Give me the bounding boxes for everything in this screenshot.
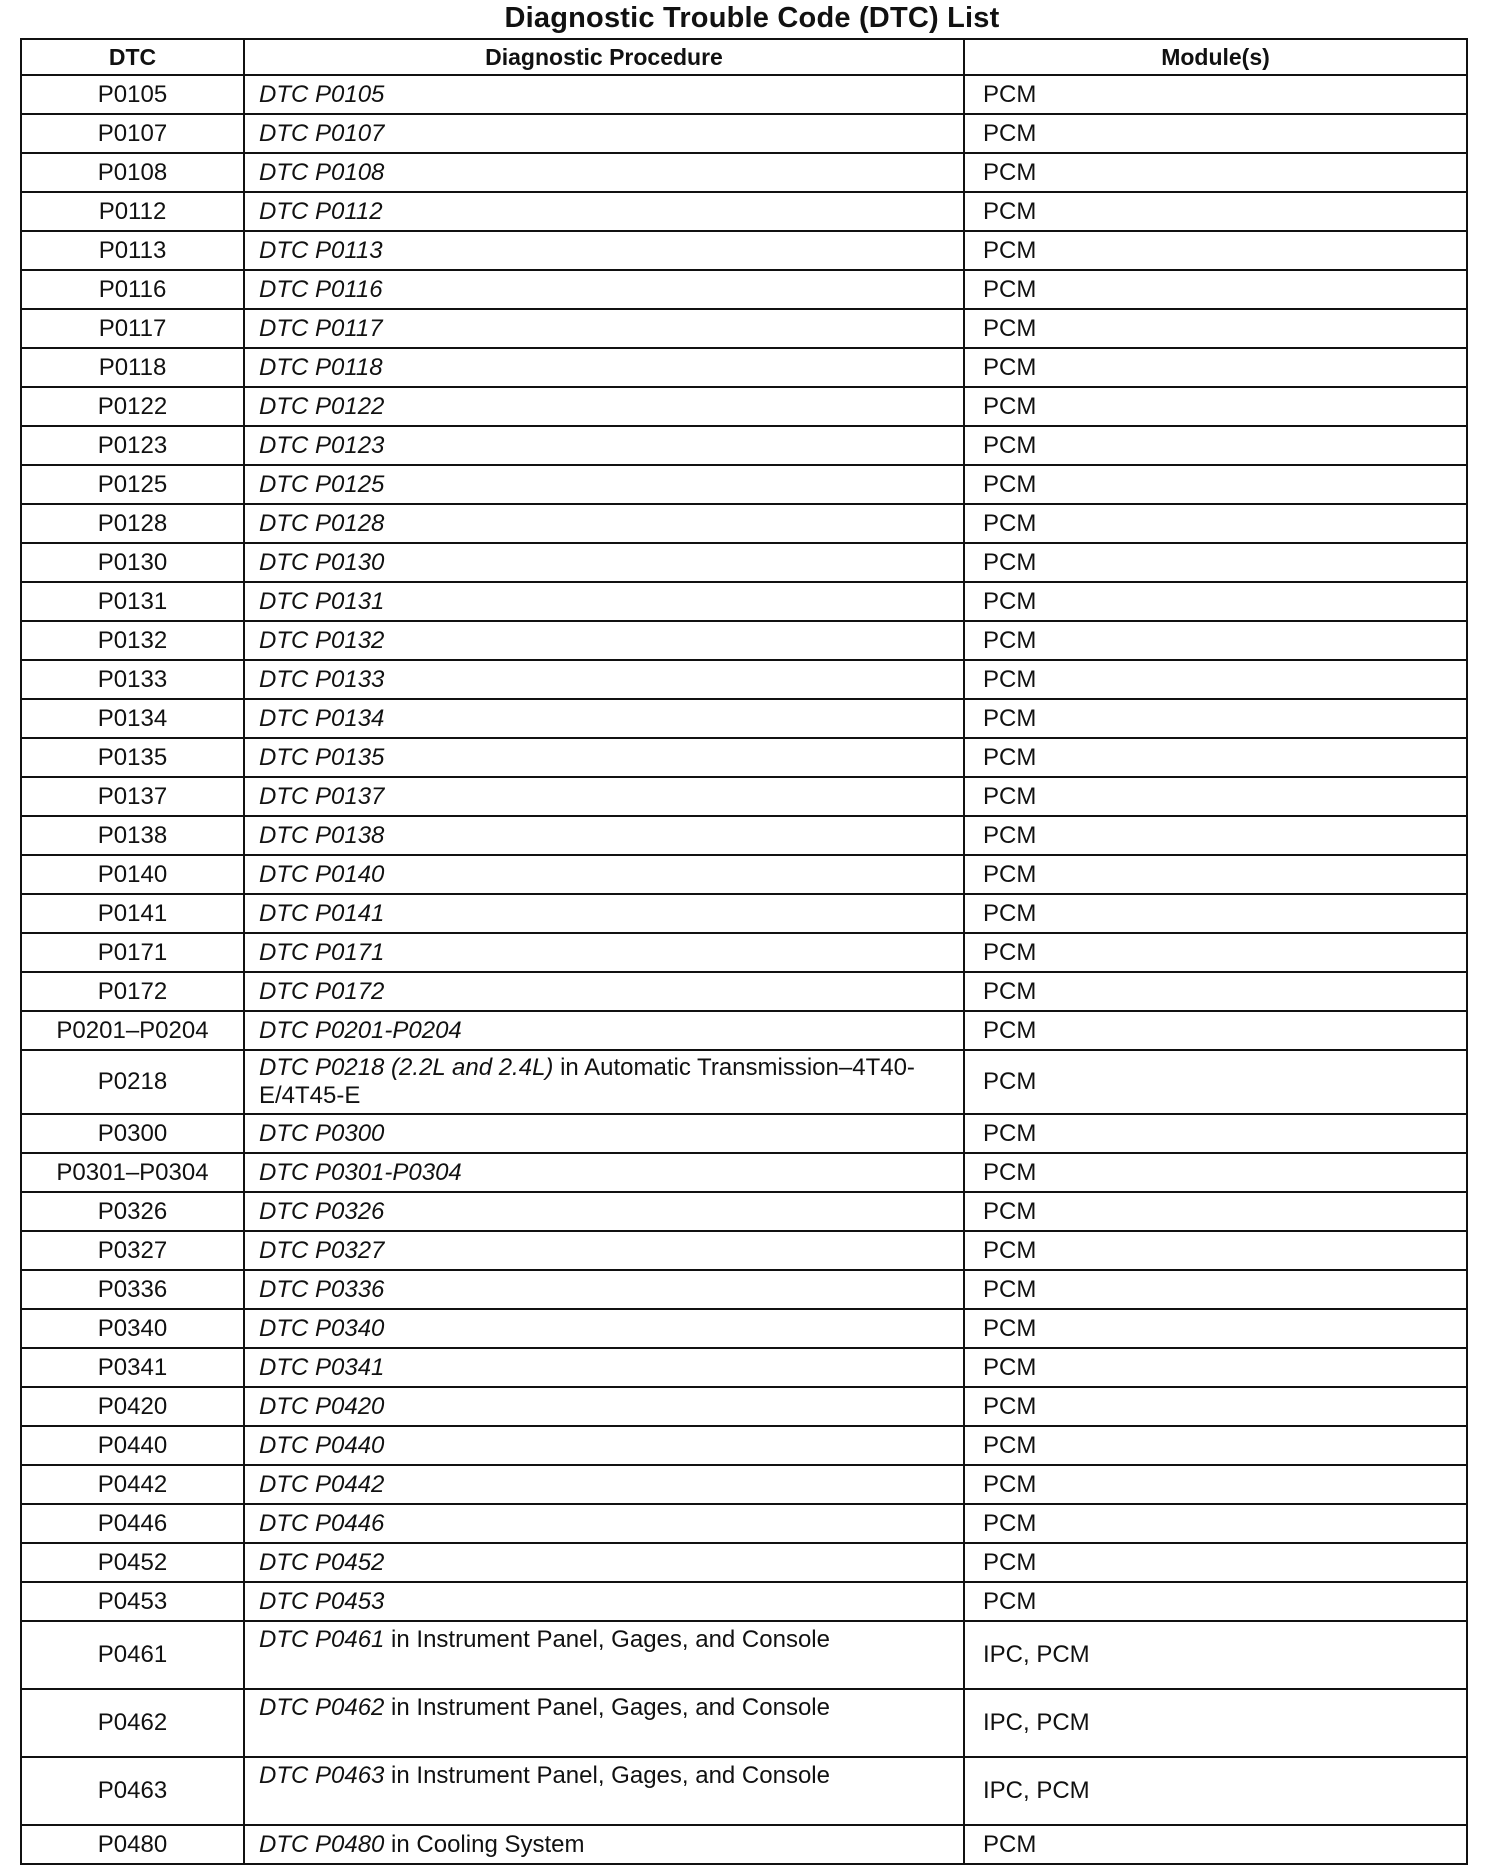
module-cell: PCM [964,387,1467,426]
procedure-cell [244,816,964,855]
dtc-code-cell: P0118 [21,348,244,387]
procedure-reference: DTC P0327 [259,1236,385,1264]
procedure-cell [244,1011,964,1050]
procedure-location: in Instrument Panel, Gages, and Console [384,1762,830,1789]
dtc-code-cell: P0171 [21,933,244,972]
procedure-reference: DTC P0135 [259,743,385,771]
module-cell: PCM [964,1011,1467,1050]
procedure-cell [244,387,964,426]
table-row [21,894,1467,933]
module-cell: PCM [964,1309,1467,1348]
procedure-cell [244,972,964,1011]
dtc-code-cell: P0301–P0304 [21,1153,244,1192]
dtc-code-cell: P0453 [21,1582,244,1621]
table-row [21,1582,1467,1621]
table-row [21,855,1467,894]
table-row [21,192,1467,231]
procedure-cell [244,348,964,387]
module-cell: PCM [964,660,1467,699]
procedure-reference: DTC P0341 [259,1353,385,1381]
procedure-location: in Instrument Panel, Gages, and Console [384,1626,830,1653]
module-cell: PCM [964,1050,1467,1114]
table-row [21,1011,1467,1050]
procedure-reference: DTC P0172 [259,977,385,1005]
table-row [21,231,1467,270]
procedure-cell [244,738,964,777]
procedure-cell [244,231,964,270]
table-header [21,39,1467,75]
procedure-reference: DTC P0122 [259,392,385,420]
procedure-reference: DTC P0134 [259,704,385,732]
dtc-code-cell: P0446 [21,1504,244,1543]
table-body [21,75,1467,1864]
table-row [21,114,1467,153]
procedure-cell [244,1825,964,1864]
dtc-code-cell: P0440 [21,1426,244,1465]
dtc-code-cell: P0130 [21,543,244,582]
table-row [21,504,1467,543]
procedure-reference: DTC P0171 [259,938,385,966]
module-cell: PCM [964,1270,1467,1309]
table-row [21,1504,1467,1543]
module-cell: PCM [964,1231,1467,1270]
table-row [21,1825,1467,1864]
table-row [21,660,1467,699]
procedure-reference: DTC P0108 [259,158,385,186]
table-row [21,1114,1467,1153]
procedure-reference: DTC P0420 [259,1392,385,1420]
table-row [21,75,1467,114]
dtc-code-cell: P0420 [21,1387,244,1426]
procedure-cell [244,426,964,465]
module-cell: PCM [964,777,1467,816]
dtc-code-cell: P0336 [21,1270,244,1309]
module-cell: IPC, PCM [964,1689,1467,1757]
procedure-reference: DTC P0132 [259,626,385,654]
procedure-reference: DTC P0137 [259,782,385,810]
dtc-code-cell: P0137 [21,777,244,816]
procedure-cell [244,660,964,699]
procedure-cell [244,192,964,231]
procedure-location: in Cooling System [384,1830,585,1858]
module-cell: IPC, PCM [964,1757,1467,1825]
module-cell: PCM [964,1543,1467,1582]
procedure-reference: DTC P0480 [259,1830,385,1858]
procedure-reference: DTC P0125 [259,470,385,498]
dtc-code-cell: P0462 [21,1689,244,1757]
module-cell: PCM [964,192,1467,231]
module-cell: PCM [964,114,1467,153]
module-cell: PCM [964,855,1467,894]
column-header-procedure: Diagnostic Procedure [244,39,964,75]
procedure-reference: DTC P0201-P0204 [259,1016,462,1044]
procedure-reference: DTC P0131 [259,587,385,615]
table-row [21,348,1467,387]
procedure-cell [244,894,964,933]
procedure-cell [244,1270,964,1309]
table-row [21,621,1467,660]
table-row [21,699,1467,738]
dtc-table [20,38,1468,1865]
procedure-reference: DTC P0118 [259,353,383,381]
procedure-reference: DTC P0453 [259,1587,385,1615]
procedure-cell [244,114,964,153]
module-cell: PCM [964,309,1467,348]
dtc-code-cell: P0105 [21,75,244,114]
procedure-reference: DTC P0442 [259,1470,385,1498]
table-row [21,1270,1467,1309]
module-cell: PCM [964,270,1467,309]
dtc-code-cell: P0125 [21,465,244,504]
table-row [21,1309,1467,1348]
module-cell: PCM [964,1582,1467,1621]
procedure-reference: DTC P0138 [259,821,385,849]
table-row [21,816,1467,855]
procedure-reference: DTC P0105 [259,80,385,108]
procedure-cell [244,1689,964,1757]
procedure-cell [244,465,964,504]
module-cell: PCM [964,816,1467,855]
table-row [21,582,1467,621]
procedure-cell [244,582,964,621]
dtc-code-cell: P0123 [21,426,244,465]
module-cell: IPC, PCM [964,1621,1467,1689]
dtc-code-cell: P0300 [21,1114,244,1153]
module-cell: PCM [964,1504,1467,1543]
module-cell: PCM [964,465,1467,504]
dtc-code-cell: P0135 [21,738,244,777]
module-cell: PCM [964,1348,1467,1387]
procedure-cell [244,1621,964,1689]
dtc-code-cell: P0134 [21,699,244,738]
table-row [21,426,1467,465]
procedure-cell [244,1050,964,1114]
column-header-dtc: DTC [21,39,244,75]
table-row [21,1387,1467,1426]
procedure-reference: DTC P0452 [259,1548,385,1576]
module-cell: PCM [964,1192,1467,1231]
dtc-code-cell: P0131 [21,582,244,621]
procedure-cell [244,1504,964,1543]
table-row [21,153,1467,192]
module-cell: PCM [964,621,1467,660]
dtc-code-cell: P0452 [21,1543,244,1582]
module-cell: PCM [964,348,1467,387]
module-cell: PCM [964,1465,1467,1504]
dtc-code-cell: P0326 [21,1192,244,1231]
dtc-code-cell: P0132 [21,621,244,660]
procedure-cell [244,75,964,114]
module-cell: PCM [964,543,1467,582]
table-row [21,465,1467,504]
procedure-reference: DTC P0462 [259,1694,385,1721]
dtc-code-cell: P0138 [21,816,244,855]
table-row [21,1689,1467,1757]
procedure-location: in Automatic Transmission–4T40-E/4T45-E [259,1054,915,1109]
procedure-reference: DTC P0128 [259,509,385,537]
dtc-code-cell: P0116 [21,270,244,309]
table-row [21,1153,1467,1192]
procedure-reference: DTC P0461 [259,1626,385,1653]
table-row [21,777,1467,816]
procedure-location: in Instrument Panel, Gages, and Console [384,1694,830,1721]
procedure-cell [244,1465,964,1504]
dtc-code-cell: P0172 [21,972,244,1011]
procedure-reference: DTC P0336 [259,1275,385,1303]
dtc-code-cell: P0107 [21,114,244,153]
procedure-cell [244,621,964,660]
procedure-reference: DTC P0140 [259,860,385,888]
procedure-reference: DTC P0218 (2.2L and 2.4L) [259,1054,554,1081]
procedure-reference: DTC P0116 [259,275,383,303]
procedure-cell [244,153,964,192]
dtc-code-cell: P0201–P0204 [21,1011,244,1050]
table-row [21,1757,1467,1825]
module-cell: PCM [964,231,1467,270]
module-cell: PCM [964,1153,1467,1192]
table-row [21,387,1467,426]
procedure-reference: DTC P0130 [259,548,385,576]
dtc-code-cell: P0442 [21,1465,244,1504]
procedure-cell [244,1348,964,1387]
module-cell: PCM [964,972,1467,1011]
procedure-reference: DTC P0133 [259,665,385,693]
procedure-reference: DTC P0300 [259,1119,385,1147]
procedure-cell [244,309,964,348]
procedure-cell [244,855,964,894]
dtc-code-cell: P0128 [21,504,244,543]
procedure-cell [244,1114,964,1153]
procedure-cell [244,1231,964,1270]
table-row [21,972,1467,1011]
table-row [21,1192,1467,1231]
procedure-cell [244,1543,964,1582]
table-row [21,1426,1467,1465]
procedure-cell [244,1757,964,1825]
procedure-reference: DTC P0113 [259,236,383,264]
dtc-code-cell: P0140 [21,855,244,894]
dtc-code-cell: P0122 [21,387,244,426]
table-row [21,270,1467,309]
procedure-cell [244,1582,964,1621]
module-cell: PCM [964,933,1467,972]
table-row [21,543,1467,582]
procedure-reference: DTC P0107 [259,119,385,147]
procedure-reference: DTC P0463 [259,1762,385,1789]
procedure-cell [244,504,964,543]
table-row [21,1621,1467,1689]
procedure-cell [244,1153,964,1192]
procedure-cell [244,699,964,738]
column-header-modules: Module(s) [964,39,1467,75]
dtc-code-cell: P0461 [21,1621,244,1689]
procedure-cell [244,933,964,972]
dtc-code-cell: P0112 [21,192,244,231]
procedure-reference: DTC P0112 [259,197,383,225]
procedure-cell [244,270,964,309]
dtc-code-cell: P0133 [21,660,244,699]
dtc-code-cell: P0341 [21,1348,244,1387]
dtc-code-cell: P0327 [21,1231,244,1270]
procedure-reference: DTC P0123 [259,431,385,459]
module-cell: PCM [964,1825,1467,1864]
dtc-code-cell: P0218 [21,1050,244,1114]
procedure-cell [244,1192,964,1231]
table-row [21,1348,1467,1387]
procedure-reference: DTC P0301-P0304 [259,1158,462,1186]
module-cell: PCM [964,1426,1467,1465]
table-row [21,1050,1467,1114]
dtc-code-cell: P0463 [21,1757,244,1825]
module-cell: PCM [964,504,1467,543]
table-row [21,738,1467,777]
procedure-cell [244,1426,964,1465]
table-row [21,1465,1467,1504]
dtc-code-cell: P0108 [21,153,244,192]
dtc-code-cell: P0141 [21,894,244,933]
page-title: Diagnostic Trouble Code (DTC) List [504,2,1000,34]
procedure-reference: DTC P0326 [259,1197,385,1225]
procedure-reference: DTC P0446 [259,1509,385,1537]
module-cell: PCM [964,1114,1467,1153]
procedure-reference: DTC P0440 [259,1431,385,1459]
module-cell: PCM [964,699,1467,738]
procedure-cell [244,777,964,816]
procedure-cell [244,1309,964,1348]
procedure-cell [244,1387,964,1426]
dtc-code-cell: P0480 [21,1825,244,1864]
table-row [21,1231,1467,1270]
module-cell: PCM [964,738,1467,777]
header-row [21,39,1467,75]
module-cell: PCM [964,153,1467,192]
procedure-reference: DTC P0340 [259,1314,385,1342]
module-cell: PCM [964,1387,1467,1426]
table-row [21,1543,1467,1582]
module-cell: PCM [964,426,1467,465]
module-cell: PCM [964,582,1467,621]
dtc-code-cell: P0113 [21,231,244,270]
procedure-cell [244,543,964,582]
module-cell: PCM [964,894,1467,933]
procedure-reference: DTC P0141 [259,899,385,927]
dtc-code-cell: P0117 [21,309,244,348]
procedure-reference: DTC P0117 [259,314,383,342]
module-cell: PCM [964,75,1467,114]
table-row [21,309,1467,348]
table-row [21,933,1467,972]
dtc-code-cell: P0340 [21,1309,244,1348]
